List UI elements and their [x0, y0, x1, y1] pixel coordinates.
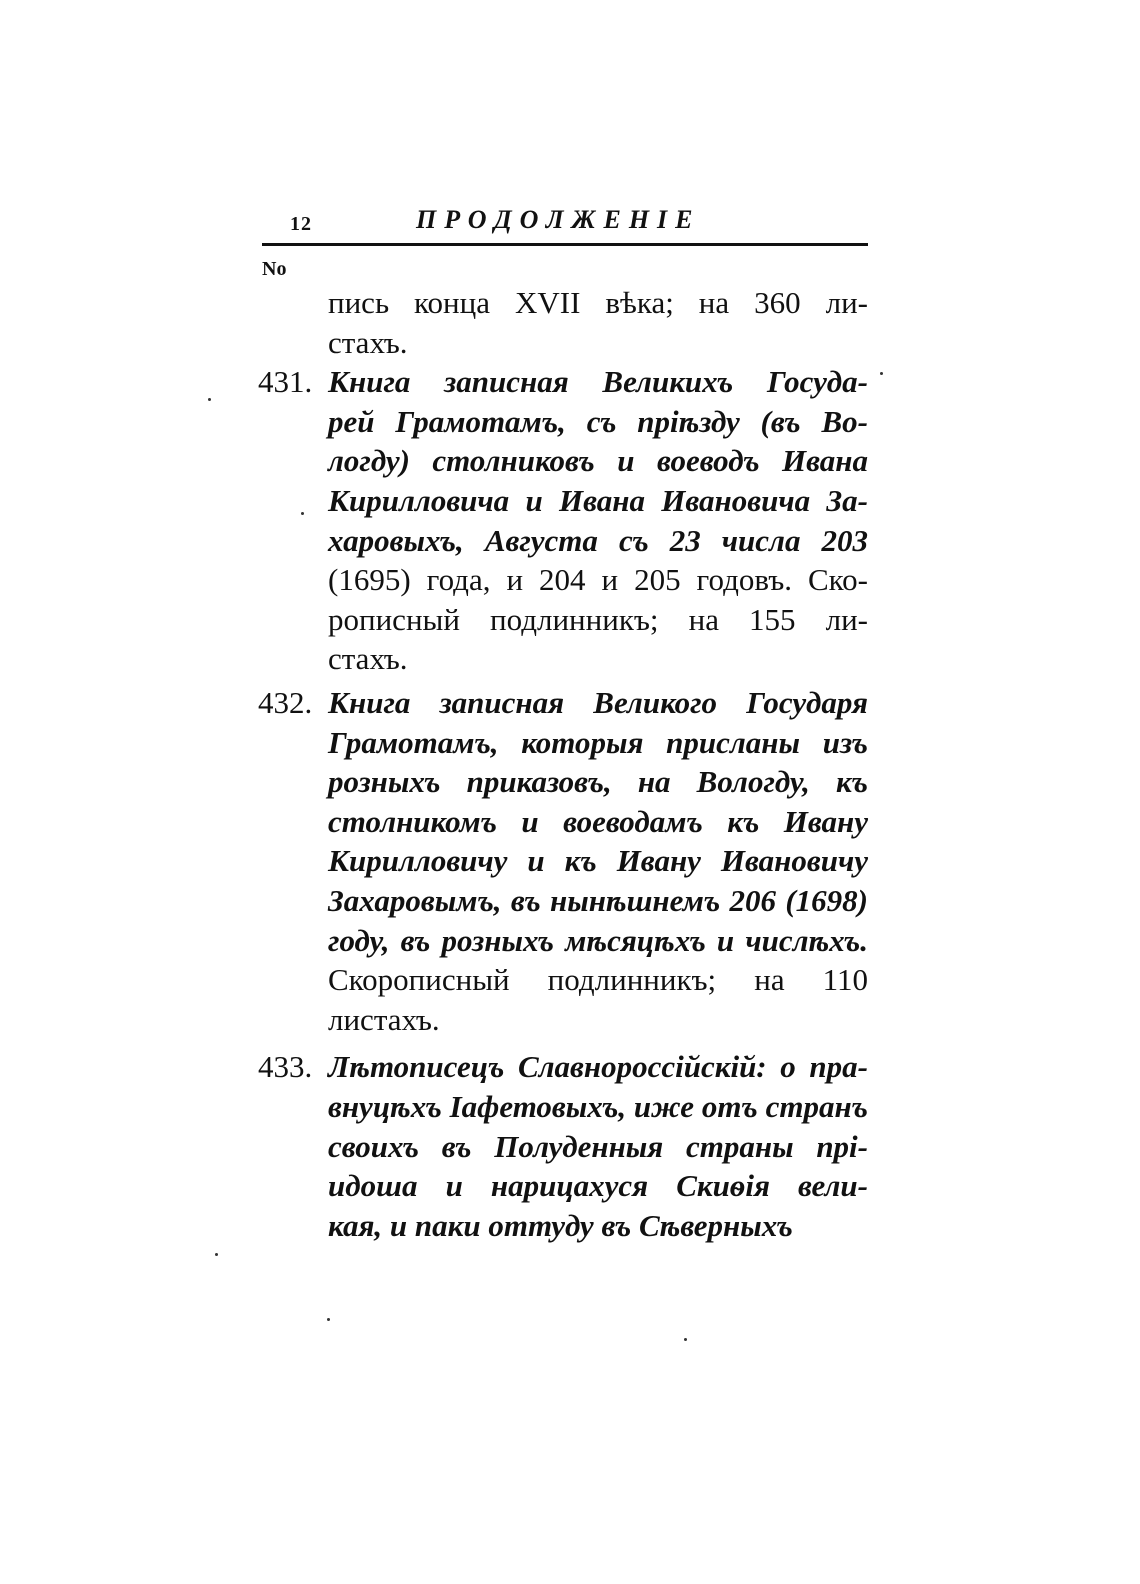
text-line: Лѣтописецъ Славнороссійскій: о пра-	[328, 1049, 868, 1084]
text-line: Захаровымъ, въ нынѣшнемъ 206 (1698)	[328, 883, 868, 918]
text-line: Скорописный подлинникъ; на 110	[328, 962, 868, 997]
text-line: Книга записная Великого Государя	[328, 685, 868, 720]
text-line: пись конца XVII вѣка; на 360 ли-	[328, 285, 868, 320]
text-line: столникомъ и воеводамъ къ Ивану	[328, 804, 868, 839]
text-line: стахъ.	[328, 641, 408, 676]
text-line: розныхъ приказовъ, на Вологду, къ	[328, 764, 868, 799]
text-line: кая, и паки оттуду въ Сѣверныхъ	[328, 1208, 793, 1243]
text-line: Грамотамъ, которыя присланы изъ	[328, 725, 868, 760]
entry-number: 431.	[258, 364, 313, 399]
text-line: Кирилловичу и къ Ивану Ивановичу	[328, 843, 868, 878]
header-rule	[262, 243, 868, 246]
text-line: Книга записная Великихъ Госуда-	[328, 364, 868, 399]
scan-speck	[327, 1318, 330, 1321]
text-line: внуцѣхъ Іафетовыхъ, иже отъ странъ	[328, 1089, 868, 1124]
text-line: харовыхъ, Августа съ 23 числа 203	[328, 523, 868, 558]
entry-number: 432.	[258, 685, 313, 720]
text-line: стахъ.	[328, 325, 408, 360]
page-header	[262, 205, 868, 239]
entry-number: 433.	[258, 1049, 313, 1084]
text-line: идоша и нарицахуся Скиѳія вели-	[328, 1168, 868, 1203]
text-line: своихъ въ Полуденныя страны прі-	[328, 1129, 868, 1164]
text-line: Кирилловича и Ивана Ивановича За-	[328, 483, 868, 518]
page-number: 12	[290, 213, 312, 235]
scan-speck	[208, 398, 211, 401]
scan-speck	[684, 1338, 687, 1341]
text-line: году, въ розныхъ мѣсяцѣхъ и числѣхъ.	[328, 923, 868, 958]
scan-speck	[880, 372, 883, 375]
text-line: рописный подлинникъ; на 155 ли-	[328, 602, 868, 637]
text-line: листахъ.	[328, 1002, 440, 1037]
column-label: No	[262, 258, 287, 280]
text-line: рей Грамотамъ, съ пріѣзду (въ Во-	[328, 404, 868, 439]
text-line: логду) столниковъ и воеводъ Ивана	[328, 443, 868, 478]
scan-speck	[301, 512, 304, 515]
running-title: ПРОДОЛЖЕНІЕ	[416, 205, 701, 234]
text-line: (1695) года, и 204 и 205 годовъ. Ско-	[328, 562, 868, 597]
scan-speck	[215, 1253, 218, 1256]
